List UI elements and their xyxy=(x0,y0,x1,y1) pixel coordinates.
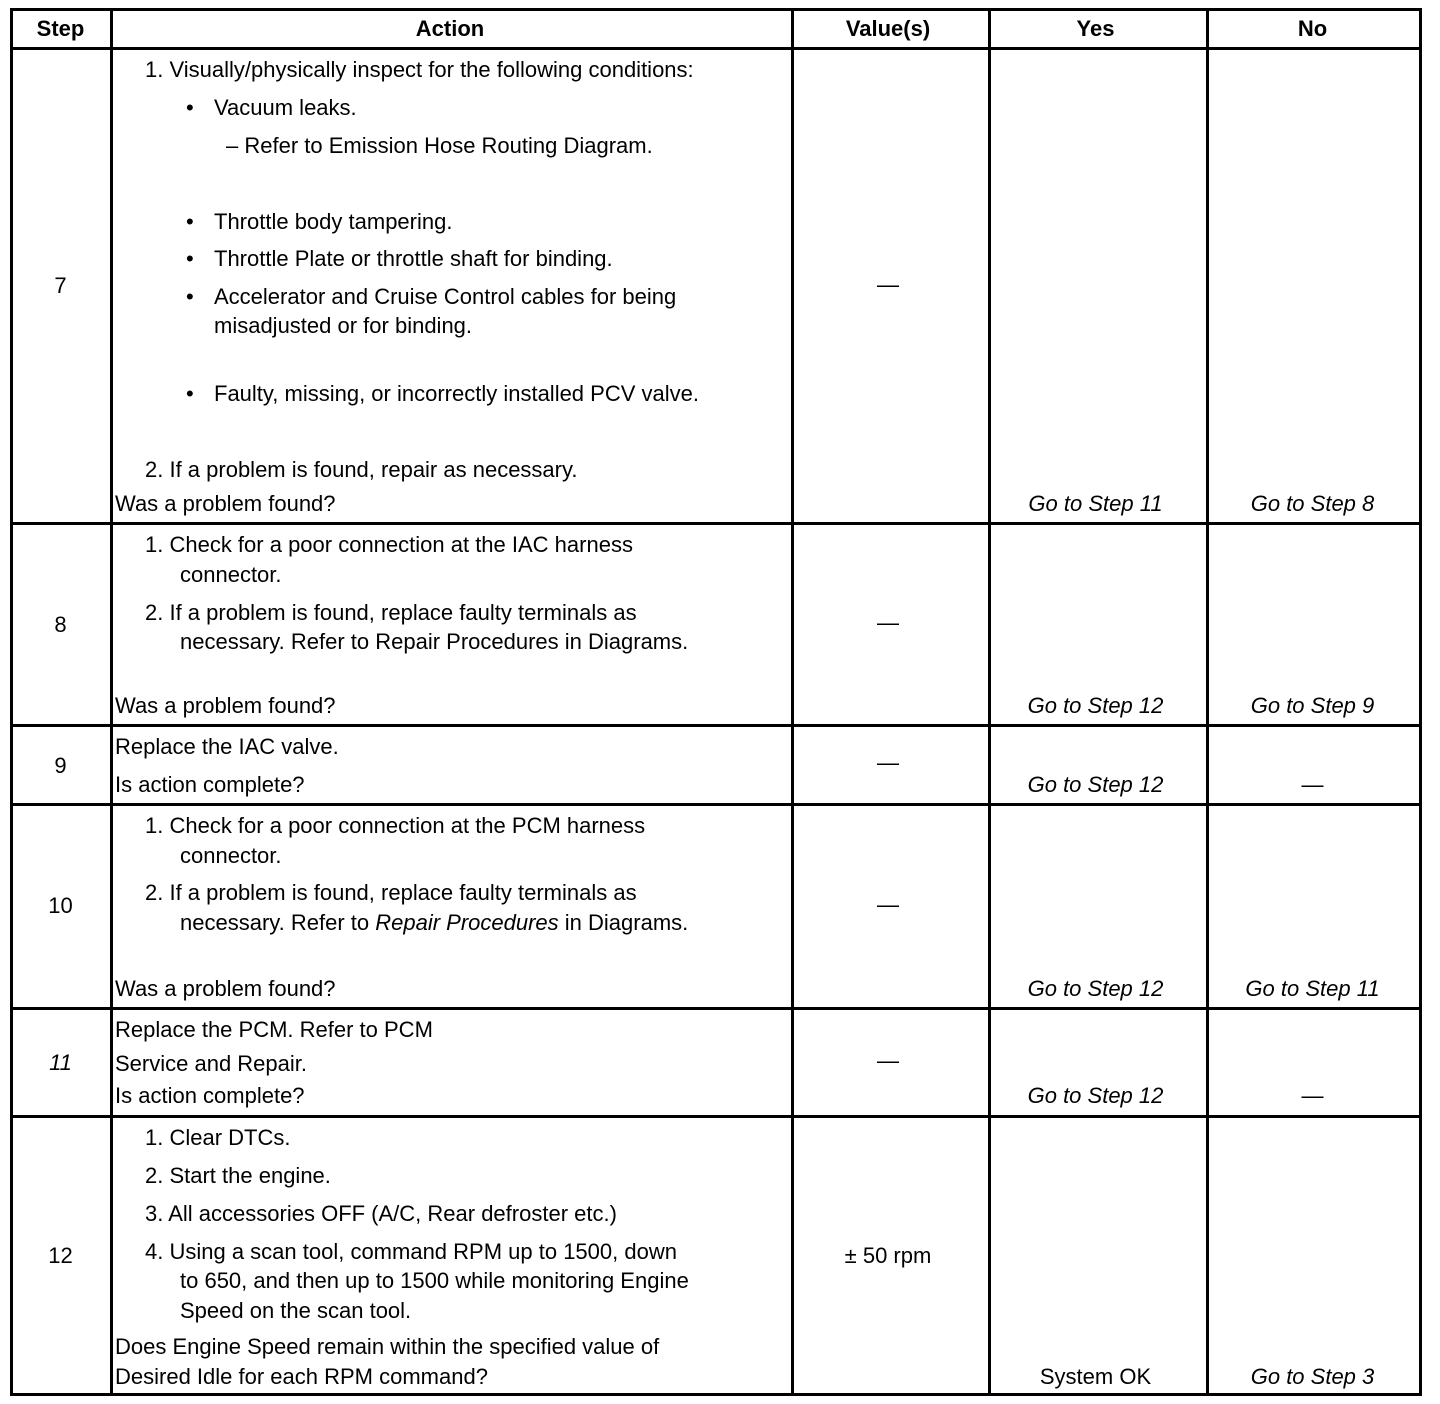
action-line: Replace the IAC valve. xyxy=(115,734,339,759)
header-no: No xyxy=(1297,16,1328,41)
yes-link[interactable]: Go to Step 12 xyxy=(1027,693,1164,718)
header-values: Value(s) xyxy=(845,16,931,41)
header-action: Action xyxy=(415,16,485,41)
bullet-icon: • xyxy=(186,284,194,309)
value-cell: — xyxy=(877,272,899,297)
action-line: misadjusted or for binding. xyxy=(214,313,473,338)
action-line: to 650, and then up to 1500 while monitoring Engine xyxy=(180,1268,689,1293)
step-number: 8 xyxy=(54,612,67,637)
action-line: Replace the PCM. Refer to PCM xyxy=(115,1017,433,1042)
action-line: Accelerator and Cruise Control cables for being xyxy=(214,284,677,309)
grid-line xyxy=(13,803,1419,806)
action-question: Was a problem found? xyxy=(115,976,336,1001)
action-line: 2. Start the engine. xyxy=(145,1163,331,1188)
grid-line xyxy=(13,1115,1419,1118)
action-question: Does Engine Speed remain within the specified value of xyxy=(115,1334,660,1359)
value-cell: — xyxy=(877,1048,899,1073)
step-number: 10 xyxy=(48,893,73,918)
action-line xyxy=(180,910,688,936)
no-link[interactable]: Go to Step 11 xyxy=(1245,976,1380,1001)
bullet-icon: • xyxy=(186,95,194,120)
no-link[interactable]: Go to Step 8 xyxy=(1250,491,1375,516)
grid-line xyxy=(13,724,1419,727)
action-question: Is action complete? xyxy=(115,1083,305,1108)
grid-line xyxy=(13,1007,1419,1010)
grid-line xyxy=(13,47,1419,50)
header-yes: Yes xyxy=(1076,16,1115,41)
action-question: Desired Idle for each RPM command? xyxy=(115,1364,488,1389)
action-line: 1. Clear DTCs. xyxy=(145,1125,291,1150)
action-line: Speed on the scan tool. xyxy=(180,1298,412,1323)
yes-link[interactable]: Go to Step 11 xyxy=(1028,491,1163,516)
value-cell: ± 50 rpm xyxy=(844,1243,932,1268)
action-line: 1. Check for a poor connection at the PCM harness xyxy=(145,813,646,838)
action-line: 1. Visually/physically inspect for the following conditions: xyxy=(145,57,694,82)
yes-link[interactable]: Go to Step 12 xyxy=(1027,1083,1164,1108)
action-line: connector. xyxy=(180,843,282,868)
grid-line xyxy=(791,11,794,1393)
action-question: Was a problem found? xyxy=(115,491,336,516)
action-text: necessary. Refer to xyxy=(180,910,376,935)
yes-link[interactable]: Go to Step 12 xyxy=(1027,772,1164,797)
step-number: 7 xyxy=(54,273,67,298)
no-link[interactable]: Go to Step 3 xyxy=(1250,1364,1375,1389)
bullet-icon: • xyxy=(186,246,194,271)
action-question: Is action complete? xyxy=(115,772,305,797)
action-line: 2. If a problem is found, replace faulty terminals as xyxy=(145,600,637,625)
grid-line xyxy=(110,11,113,1393)
bullet-icon: • xyxy=(186,209,194,234)
action-line: Throttle Plate or throttle shaft for binding. xyxy=(214,246,613,271)
action-line: Vacuum leaks. xyxy=(214,95,357,120)
action-line: – Refer to Emission Hose Routing Diagram. xyxy=(226,133,653,158)
step-number: 11 xyxy=(49,1050,72,1075)
action-question: Was a problem found? xyxy=(115,693,336,718)
action-line: Throttle body tampering. xyxy=(214,209,453,234)
action-line: Faulty, missing, or incorrectly installed PCV valve. xyxy=(214,381,699,406)
action-line: 2. If a problem is found, replace faulty terminals as xyxy=(145,880,637,905)
no-cell: — xyxy=(1301,772,1324,797)
value-cell: — xyxy=(877,892,899,917)
header-step: Step xyxy=(36,16,85,41)
action-line: necessary. Refer to Repair Procedures in Diagrams. xyxy=(180,629,689,654)
step-number: 12 xyxy=(48,1242,73,1268)
step-number: 9 xyxy=(54,752,67,778)
value-cell: — xyxy=(877,610,899,635)
grid-line xyxy=(13,522,1419,525)
action-text: in Diagrams. xyxy=(558,910,689,935)
yes-link[interactable]: Go to Step 12 xyxy=(1027,976,1164,1001)
value-cell: — xyxy=(877,750,899,775)
repair-procedures-link[interactable]: Repair Procedures xyxy=(375,910,559,935)
no-link[interactable]: Go to Step 9 xyxy=(1250,693,1375,718)
action-line: 2. If a problem is found, repair as necessary. xyxy=(145,457,578,482)
no-cell: — xyxy=(1301,1083,1324,1108)
action-line: 4. Using a scan tool, command RPM up to 1500, down xyxy=(145,1239,677,1264)
action-line: Service and Repair. xyxy=(115,1051,307,1076)
action-line: 1. Check for a poor connection at the IAC harness xyxy=(145,532,633,557)
bullet-icon: • xyxy=(186,381,194,406)
action-line: 3. All accessories OFF (A/C, Rear defroster etc.) xyxy=(145,1201,617,1226)
yes-cell: System OK xyxy=(1039,1364,1152,1389)
action-line: connector. xyxy=(180,562,282,587)
